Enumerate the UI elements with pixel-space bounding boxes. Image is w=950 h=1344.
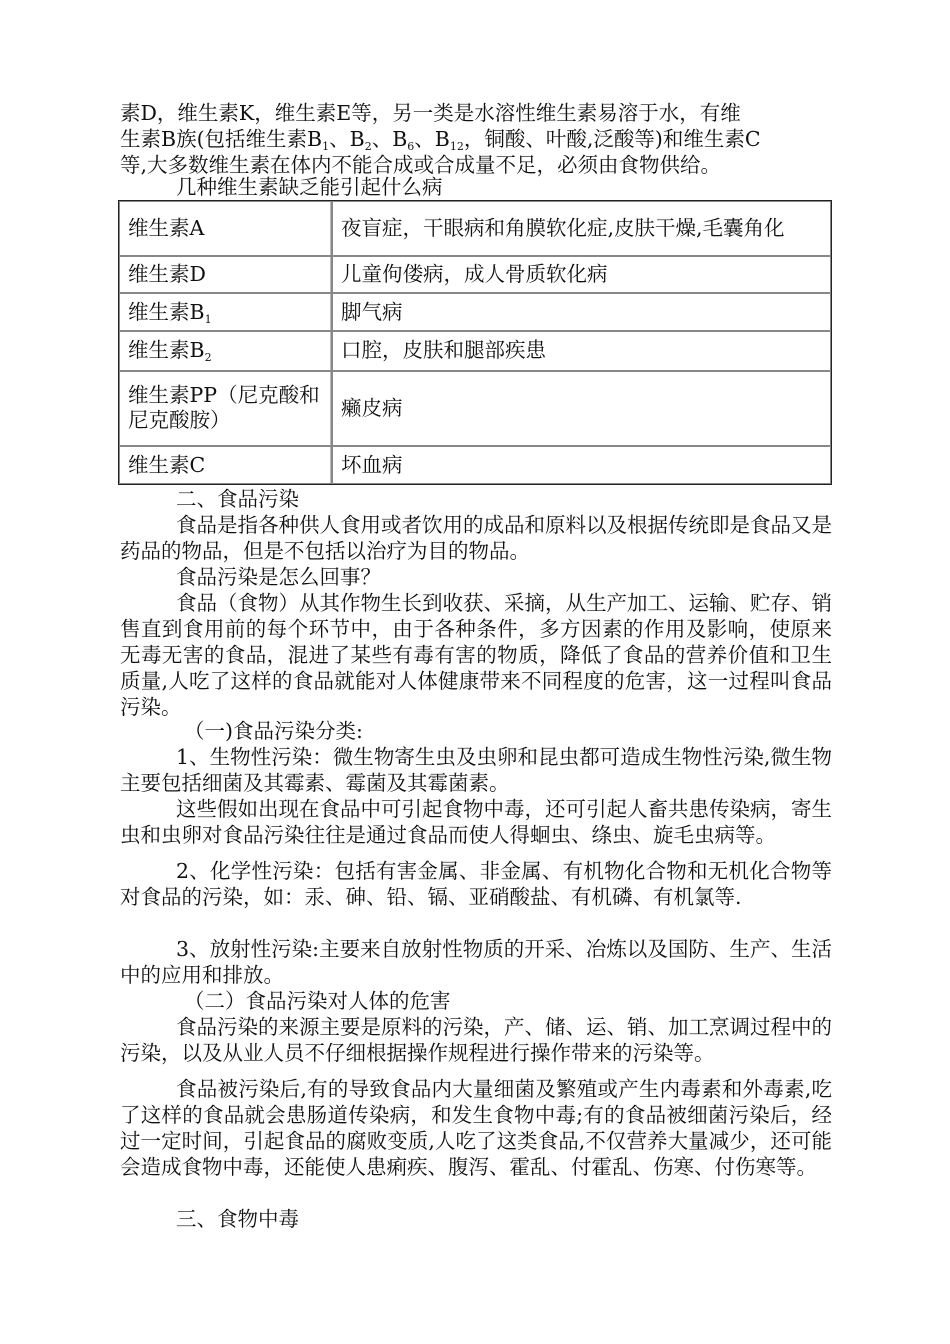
disease-cell: 夜盲症，干眼病和角膜软化症,皮肤干燥,毛囊角化: [332, 201, 831, 256]
vitamin-cell: 维生素A: [119, 201, 332, 256]
disease-cell: 口腔，皮肤和腿部疾患: [332, 331, 831, 371]
table-row: [119, 371, 831, 446]
food-definition-paragraph: 食品是指各种供人食用或者饮用的成品和原料以及根据传统即是食品又是药品的物品，但是不包括以治疗为目的物品。: [120, 513, 832, 563]
subsection-2-title: （二）食品污染对人体的危害: [184, 989, 451, 1013]
vitamin-cell: 维生素C: [119, 446, 332, 484]
food-pollution-answer: 食品（食物）从其作物生长到收获、采摘，从生产加工、运输、贮存、销售直到食用前的每个环节中，由于各种条件，多方因素的作用及影响，使原来无毒无害的食品，混进了某些有毒有害的物质，降低了食品的营养价值和卫生质量,人吃了这样的食品就能对人体健康带来不同程度的危害，这一过程叫食品污染。: [120, 591, 832, 719]
disease-cell: 癞皮病: [332, 371, 831, 446]
chemical-pollution-paragraph: 2、化学性污染：包括有害金属、非金属、有机物化合物和无机化合物等对食品的污染，如：汞、砷、铅、镉、亚硝酸盐、有机磷、有机氯等.: [120, 859, 832, 909]
intro-paragraph: [120, 100, 832, 178]
table-row: [119, 331, 831, 371]
vitamin-cell: 维生素$B_1$: [119, 293, 332, 331]
food-pollution-question: 食品污染是怎么回事？: [176, 565, 381, 589]
section-3-title: 三、食物中毒: [176, 1207, 299, 1231]
disease-cell: 坏血病: [332, 446, 831, 484]
table-row: [119, 256, 831, 294]
intro-line-2: 生素B族(包括维生素$B_1$、$B_2$、$B_6$、$B_{12}$，铜酸、叶酸,泛酸等)和维生素C: [120, 127, 761, 153]
vitamin-cell: 维生素PP（尼克酸和尼克酸胺）: [119, 371, 332, 446]
vitamin-cell: 维生素$B_2$: [119, 331, 332, 371]
table-caption: 几种维生素缺乏能引起什么病: [176, 175, 443, 199]
vitamin-cell: 维生素D: [119, 256, 332, 294]
table-row: [119, 293, 831, 331]
disease-cell: 脚气病: [332, 293, 831, 331]
table-row: [119, 446, 831, 484]
intro-line-1: 素D，维生素K，维生素E等，另一类是水溶性维生素易溶于水，有维: [120, 101, 741, 125]
table-row: [119, 201, 831, 256]
disease-cell: 儿童佝偻病，成人骨质软化病: [332, 256, 831, 294]
intro-line-3: 等,大多数维生素在体内不能合成或合成量不足，必须由食物供给。: [120, 153, 722, 177]
pollution-harm-paragraph: 食品被污染后,有的导致食品内大量细菌及繁殖或产生内毒素和外毒素,吃了这样的食品就会患肠道传染病，和发生食物中毒;有的食品被细菌污染后，经过一定时间，引起食品的腐败变质,人吃了这类食品,不仅营养大量减少，还可能会造成食物中毒，还能使人患痢疾、腹泻、霍乱、付霍乱、伤寒、付伤寒等。: [120, 1077, 832, 1179]
biological-pollution-detail: 这些假如出现在食品中可引起食物中毒，还可引起人畜共患传染病，寄生虫和虫卵对食品污染往往是通过食品而使人得蛔虫、绦虫、旋毛虫病等。: [120, 797, 832, 847]
subsection-1-title: （一)食品污染分类:: [184, 719, 363, 743]
biological-pollution-paragraph: 1、生物性污染：微生物寄生虫及虫卵和昆虫都可造成生物性污染,微生物主要包括细菌及其霉素、霉菌及其霉菌素。: [120, 745, 832, 795]
vitamin-deficiency-table: [118, 200, 832, 485]
section-2-title: 二、食品污染: [176, 487, 299, 511]
radioactive-pollution-paragraph: 3、放射性污染:主要来自放射性物质的开采、冶炼以及国防、生产、生活中的应用和排放。: [120, 937, 832, 987]
pollution-source-paragraph: 食品污染的来源主要是原料的污染，产、储、运、销、加工烹调过程中的污染，以及从业人员不仔细根据操作规程进行操作带来的污染等。: [120, 1015, 832, 1065]
